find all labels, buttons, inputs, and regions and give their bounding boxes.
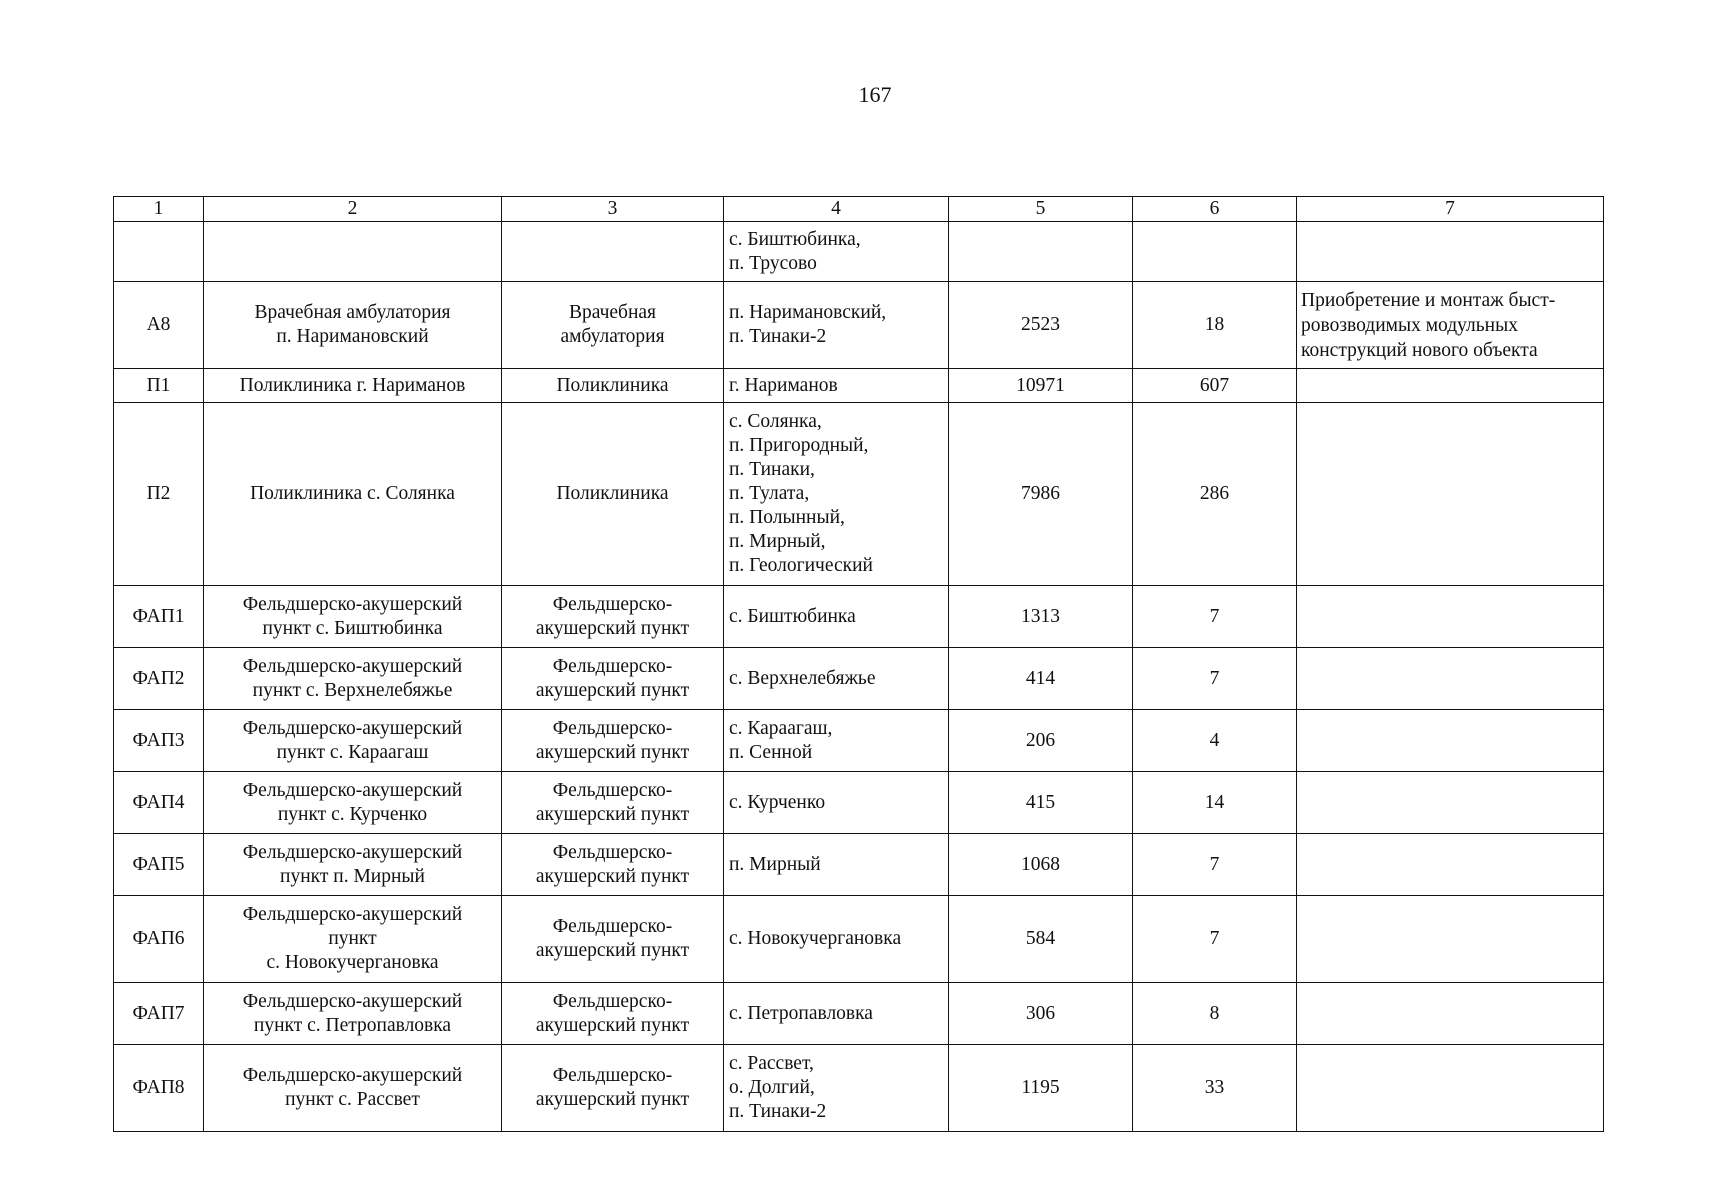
- table-row: [114, 282, 1604, 369]
- value-6-cell: 7: [1133, 586, 1297, 648]
- facility-type-cell: [502, 222, 724, 282]
- table-row: [114, 222, 1604, 282]
- facility-code-cell: ФАП4: [114, 772, 204, 834]
- value-5-cell: [949, 222, 1133, 282]
- facilities-table: [113, 196, 1604, 1132]
- localities-cell-line: с. Биштюбинка,: [729, 228, 861, 250]
- facility-name-cell-line: с. Новокучергановка: [266, 952, 439, 973]
- localities-cell-line: с. Рассвет,: [729, 1053, 814, 1074]
- facility-type-cell: [502, 983, 724, 1045]
- facility-name-cell: [204, 586, 502, 648]
- note-cell: [1297, 772, 1604, 834]
- value-5-cell: 415: [949, 772, 1133, 834]
- facility-name-cell: [204, 369, 502, 403]
- value-5-cell: 10971: [949, 369, 1133, 403]
- facility-name-cell: [204, 710, 502, 772]
- facility-name-cell-line: Фельдшерско-акушерский: [242, 904, 463, 925]
- localities-cell-line: г. Нариманов: [729, 374, 838, 396]
- facility-name-cell-line: Поликлиника с. Солянка: [250, 483, 455, 504]
- value-5-cell: 1313: [949, 586, 1133, 648]
- facility-name-cell-line: пункт с. Курченко: [277, 803, 428, 825]
- facility-name-cell: [204, 403, 502, 586]
- localities-cell-line: п. Мирный,: [729, 531, 826, 552]
- facility-name-cell: [204, 648, 502, 710]
- column-header-6: 6: [1133, 197, 1297, 222]
- facility-type-cell-line: акушерский пункт: [535, 1089, 690, 1110]
- note-cell: [1297, 896, 1604, 983]
- localities-cell-line: п. Трусово: [729, 252, 817, 274]
- facility-name-cell-line: п. Наримановский: [276, 326, 429, 347]
- note-cell-line: конструкций нового объекта: [1301, 339, 1538, 361]
- localities-cell: [724, 1045, 949, 1132]
- value-5-cell: 306: [949, 983, 1133, 1045]
- column-header-5: 5: [949, 197, 1133, 222]
- value-6-cell: 8: [1133, 983, 1297, 1045]
- facility-name-cell: [204, 772, 502, 834]
- table-header-row: [114, 197, 1604, 222]
- facility-name-cell-line: пункт п. Мирный: [280, 865, 425, 887]
- value-6-cell: 4: [1133, 710, 1297, 772]
- note-cell-line: ровозводимых модульных: [1301, 314, 1518, 336]
- note-cell: [1297, 586, 1604, 648]
- column-header-7: 7: [1297, 197, 1604, 222]
- localities-cell: [724, 896, 949, 983]
- note-cell: [1297, 282, 1604, 369]
- table-row: [114, 983, 1604, 1045]
- facility-type-cell-line: акушерский пункт: [535, 741, 690, 763]
- facility-name-cell-line: Фельдшерско-акушерский: [242, 779, 463, 801]
- value-5-cell: 584: [949, 896, 1133, 983]
- facility-code-cell: ФАП2: [114, 648, 204, 710]
- facility-name-cell-line: Фельдшерско-акушерский: [242, 1065, 463, 1086]
- localities-cell-line: п. Полынный,: [729, 507, 845, 528]
- facility-code-cell: П2: [114, 403, 204, 586]
- table-row: [114, 834, 1604, 896]
- facility-type-cell-line: Фельдшерско-: [552, 593, 673, 615]
- localities-cell: [724, 369, 949, 403]
- localities-cell: [724, 983, 949, 1045]
- table-row: [114, 648, 1604, 710]
- facility-type-cell-line: акушерский пункт: [535, 617, 690, 639]
- table-row: [114, 710, 1604, 772]
- facility-type-cell: [502, 586, 724, 648]
- value-6-cell: 7: [1133, 896, 1297, 983]
- localities-cell: [724, 282, 949, 369]
- value-6-cell: 286: [1133, 403, 1297, 586]
- localities-cell: [724, 648, 949, 710]
- facility-name-cell: [204, 834, 502, 896]
- value-6-cell: 14: [1133, 772, 1297, 834]
- localities-cell: [724, 834, 949, 896]
- value-6-cell: [1133, 222, 1297, 282]
- facility-type-cell-line: Фельдшерско-: [552, 916, 673, 937]
- column-header-1: 1: [114, 197, 204, 222]
- note-cell: [1297, 1045, 1604, 1132]
- table-row: [114, 896, 1604, 983]
- column-header-3: 3: [502, 197, 724, 222]
- localities-cell: [724, 403, 949, 586]
- facility-type-cell: [502, 282, 724, 369]
- note-cell-line: Приобретение и монтаж быст-: [1301, 289, 1556, 311]
- facility-type-cell-line: Фельдшерско-: [552, 841, 673, 863]
- value-6-cell: 7: [1133, 648, 1297, 710]
- facility-type-cell: [502, 369, 724, 403]
- value-6-cell: 33: [1133, 1045, 1297, 1132]
- note-cell: [1297, 983, 1604, 1045]
- note-cell: [1297, 834, 1604, 896]
- column-header-4: 4: [724, 197, 949, 222]
- localities-cell-line: п. Геологический: [729, 555, 873, 576]
- facility-name-cell: [204, 983, 502, 1045]
- facility-code-cell: [114, 222, 204, 282]
- facility-code-cell: ФАП5: [114, 834, 204, 896]
- facility-code-cell: ФАП7: [114, 983, 204, 1045]
- localities-cell-line: п. Тинаки-2: [729, 326, 827, 347]
- facility-code-cell: ФАП3: [114, 710, 204, 772]
- facility-type-cell-line: акушерский пункт: [535, 1014, 690, 1036]
- note-cell: [1297, 403, 1604, 586]
- facility-name-cell-line: Фельдшерско-акушерский: [242, 841, 463, 863]
- facility-type-cell-line: акушерский пункт: [535, 865, 690, 887]
- facility-code-cell: П1: [114, 369, 204, 403]
- value-5-cell: 1195: [949, 1045, 1133, 1132]
- value-6-cell: 7: [1133, 834, 1297, 896]
- facility-type-cell-line: акушерский пункт: [535, 803, 690, 825]
- facility-name-cell-line: пункт с. Верхнелебяжье: [252, 679, 453, 701]
- localities-cell-line: с. Солянка,: [729, 411, 822, 432]
- facility-name-cell-line: пункт с. Петропавловка: [253, 1014, 452, 1036]
- facility-type-cell-line: Фельдшерско-: [552, 1065, 673, 1086]
- localities-cell-line: п. Наримановский,: [729, 302, 887, 323]
- table-row: [114, 369, 1604, 403]
- facility-type-cell-line: Врачебная: [568, 302, 657, 323]
- facility-type-cell: [502, 648, 724, 710]
- localities-cell-line: с. Верхнелебяжье: [729, 667, 876, 689]
- facility-name-cell: [204, 282, 502, 369]
- facility-name-cell: [204, 1045, 502, 1132]
- facility-name-cell-line: пункт с. Биштюбинка: [262, 617, 443, 639]
- localities-cell-line: п. Сенной: [729, 741, 813, 763]
- value-6-cell: 607: [1133, 369, 1297, 403]
- facility-name-cell-line: Врачебная амбулатория: [254, 302, 451, 323]
- localities-cell-line: с. Биштюбинка: [729, 605, 856, 627]
- value-5-cell: 7986: [949, 403, 1133, 586]
- localities-cell-line: с. Новокучергановка: [729, 928, 902, 949]
- facility-name-cell-line: пункт с. Караагаш: [276, 741, 429, 763]
- facility-type-cell: [502, 710, 724, 772]
- facility-code-cell: ФАП6: [114, 896, 204, 983]
- facility-type-cell: [502, 896, 724, 983]
- facility-name-cell-line: пункт с. Рассвет: [285, 1089, 420, 1110]
- facility-type-cell-line: акушерский пункт: [535, 679, 690, 701]
- localities-cell: [724, 710, 949, 772]
- facility-type-cell: [502, 1045, 724, 1132]
- localities-cell-line: п. Пригородный,: [729, 435, 869, 456]
- facility-name-cell-line: Поликлиника г. Нариманов: [239, 374, 466, 396]
- table-row: [114, 772, 1604, 834]
- facility-type-cell-line: Фельдшерско-: [552, 779, 673, 801]
- facility-name-cell-line: Фельдшерско-акушерский: [242, 717, 463, 739]
- facility-type-cell-line: амбулатория: [560, 326, 665, 347]
- page-number: 167: [858, 82, 892, 107]
- value-6-cell: 18: [1133, 282, 1297, 369]
- facility-code-cell: ФАП8: [114, 1045, 204, 1132]
- localities-cell-line: с. Петропавловка: [729, 1002, 873, 1024]
- facility-type-cell-line: Фельдшерско-: [552, 717, 673, 739]
- facility-type-cell-line: акушерский пункт: [535, 940, 690, 961]
- facility-name-cell-line: Фельдшерско-акушерский: [242, 655, 463, 677]
- table-row: [114, 1045, 1604, 1132]
- facility-type-cell-line: Фельдшерско-: [552, 655, 673, 677]
- localities-cell-line: п. Мирный: [729, 853, 821, 875]
- value-5-cell: 206: [949, 710, 1133, 772]
- facility-code-cell: ФАП1: [114, 586, 204, 648]
- value-5-cell: 1068: [949, 834, 1133, 896]
- note-cell: [1297, 369, 1604, 403]
- facility-code-cell: А8: [114, 282, 204, 369]
- note-cell: [1297, 648, 1604, 710]
- value-5-cell: 2523: [949, 282, 1133, 369]
- localities-cell: [724, 772, 949, 834]
- facility-name-cell-line: Фельдшерско-акушерский: [242, 593, 463, 615]
- facility-type-cell: [502, 403, 724, 586]
- facility-name-cell: [204, 896, 502, 983]
- localities-cell-line: п. Тинаки,: [729, 459, 815, 480]
- note-cell: [1297, 710, 1604, 772]
- localities-cell: [724, 586, 949, 648]
- column-header-2: 2: [204, 197, 502, 222]
- localities-cell-line: с. Караагаш,: [729, 717, 833, 739]
- value-5-cell: 414: [949, 648, 1133, 710]
- facility-type-cell-line: Фельдшерско-: [552, 990, 673, 1012]
- localities-cell-line: п. Тинаки-2: [729, 1101, 827, 1122]
- table-row: [114, 586, 1604, 648]
- facility-type-cell: [502, 834, 724, 896]
- facility-name-cell-line: Фельдшерско-акушерский: [242, 990, 463, 1012]
- table-row: [114, 403, 1604, 586]
- localities-cell-line: с. Курченко: [729, 791, 826, 813]
- facilities-table-container: [113, 196, 1603, 1132]
- localities-cell: [724, 222, 949, 282]
- localities-cell-line: о. Долгий,: [729, 1077, 815, 1098]
- table-body: [114, 222, 1604, 1132]
- localities-cell-line: п. Тулата,: [729, 483, 810, 504]
- note-cell: [1297, 222, 1604, 282]
- facility-type-cell-line: Поликлиника: [556, 374, 669, 396]
- facility-name-cell-line: пункт: [328, 928, 377, 949]
- facility-name-cell: [204, 222, 502, 282]
- facility-type-cell: [502, 772, 724, 834]
- facility-type-cell-line: Поликлиника: [556, 483, 669, 504]
